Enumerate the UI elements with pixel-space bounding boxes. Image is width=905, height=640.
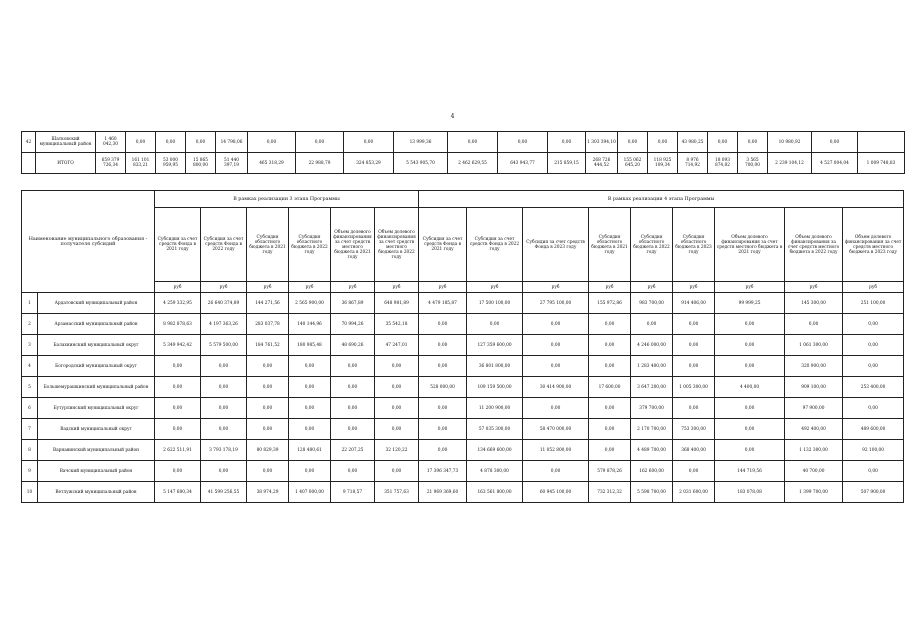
unit-cell: руб xyxy=(201,282,247,293)
value-cell: 155 972,86 xyxy=(589,293,631,314)
unit-cell: руб xyxy=(375,282,419,293)
value-cell: 0,00 xyxy=(785,314,843,335)
value-cell: 983 700,00 xyxy=(631,293,673,314)
value-cell: 183 078,08 xyxy=(715,482,785,503)
value-cell: 0,00 xyxy=(155,398,201,419)
summary-cell: 1 460 042,30 xyxy=(96,132,126,153)
summary-cell: 0,00 xyxy=(448,132,498,153)
value-cell: 40 700,00 xyxy=(785,461,843,482)
subsidy-table xyxy=(21,190,904,503)
summary-cell: 0,00 xyxy=(186,132,216,153)
value-cell: 0,00 xyxy=(419,419,467,440)
value-cell: 0,00 xyxy=(331,398,375,419)
column-header: Субсидия за счет средств Фонда в 2021 году xyxy=(155,208,201,282)
value-cell: 5 579 500,00 xyxy=(201,335,247,356)
column-header: Объем долевого финансирования за счет средств местного бюджета в 2022 году xyxy=(375,208,419,282)
value-cell: 4 197 363,26 xyxy=(201,314,247,335)
value-cell: 8 982 878,63 xyxy=(155,314,201,335)
value-cell: 1 407 000,00 xyxy=(289,482,331,503)
column-header-row xyxy=(22,208,904,282)
value-cell: 0,00 xyxy=(155,461,201,482)
table-row xyxy=(22,377,904,398)
table-row xyxy=(22,440,904,461)
summary-cell: 2 239 104,12 xyxy=(768,153,812,174)
value-cell: 492 400,00 xyxy=(785,419,843,440)
unit-cell: руб xyxy=(631,282,673,293)
value-cell: 2 031 600,00 xyxy=(673,482,715,503)
value-cell: 0,00 xyxy=(331,377,375,398)
value-cell: 145 300,00 xyxy=(785,293,843,314)
value-cell: 4 479 185,87 xyxy=(419,293,467,314)
value-cell: 35 542,18 xyxy=(375,314,419,335)
row-number: 10 xyxy=(22,482,38,503)
summary-cell: 0,00 xyxy=(708,132,738,153)
value-cell: 92 100,00 xyxy=(843,440,904,461)
value-cell: 80 829,39 xyxy=(247,440,289,461)
summary-cell: 0,00 xyxy=(344,132,394,153)
column-header: Субсидия за счет средств Фонда в 2021 году xyxy=(419,208,467,282)
table-row xyxy=(22,419,904,440)
value-cell: 0,00 xyxy=(289,398,331,419)
value-cell: 1 283 400,00 xyxy=(631,356,673,377)
row-number: 3 xyxy=(22,335,38,356)
summary-cell: 22 988,79 xyxy=(296,153,344,174)
value-cell: 184 761,52 xyxy=(247,335,289,356)
value-cell: 70 994,26 xyxy=(331,314,375,335)
municipality-name: Варнавинский муниципальный район xyxy=(38,440,155,461)
column-header: Объем долевого финансирования за счет средств местного бюджета в 2021 году xyxy=(715,208,785,282)
value-cell: 11 200 900,00 xyxy=(467,398,523,419)
value-cell: 528 000,00 xyxy=(419,377,467,398)
value-cell: 0,00 xyxy=(289,377,331,398)
summary-cell: 14 798,06 xyxy=(216,132,248,153)
municipality-name: Богородский муниципальный округ xyxy=(38,356,155,377)
summary-cell: 2 462 629,55 xyxy=(448,153,498,174)
unit-cell: руб xyxy=(155,282,201,293)
value-cell: 99 999,25 xyxy=(715,293,785,314)
value-cell: 17 500 100,00 xyxy=(467,293,523,314)
unit-cell: руб xyxy=(247,282,289,293)
value-cell: 11 052 800,00 xyxy=(523,440,589,461)
value-cell: 0,00 xyxy=(589,314,631,335)
unit-cell: руб xyxy=(673,282,715,293)
column-header: Объем долевого финансирования за счет средств местного бюджета в 2022 году xyxy=(785,208,843,282)
value-cell: 0,00 xyxy=(155,356,201,377)
unit-cell: руб xyxy=(467,282,523,293)
value-cell: 32 120,22 xyxy=(375,440,419,461)
column-header: Субсидия за счет средств Фонда в 2022 году xyxy=(201,208,247,282)
table-row xyxy=(22,398,904,419)
table-row xyxy=(22,293,904,314)
value-cell: 0,00 xyxy=(673,335,715,356)
summary-cell: 5 543 905,70 xyxy=(394,153,448,174)
summary-cell: 0,00 xyxy=(498,132,548,153)
summary-cell: 8 976 714,92 xyxy=(678,153,708,174)
municipality-name: Вачский муниципальный район xyxy=(38,461,155,482)
value-cell: 0,00 xyxy=(247,356,289,377)
value-cell: 0,00 xyxy=(843,335,904,356)
summary-cell: 0,00 xyxy=(738,132,768,153)
value-cell: 26 640 374,89 xyxy=(201,293,247,314)
summary-cell: 51 440 397,19 xyxy=(216,153,248,174)
value-cell: 0,00 xyxy=(715,314,785,335)
municipality-name: Балахнинский муниципальный округ xyxy=(38,335,155,356)
unit-cell: руб xyxy=(785,282,843,293)
value-cell: 320 900,00 xyxy=(785,356,843,377)
value-cell: 0,00 xyxy=(589,419,631,440)
summary-row xyxy=(22,153,905,174)
value-cell: 0,00 xyxy=(375,356,419,377)
unit-cell: руб xyxy=(419,282,467,293)
value-cell: 0,00 xyxy=(715,356,785,377)
value-cell: 732 312,32 xyxy=(589,482,631,503)
value-cell: 0,00 xyxy=(715,398,785,419)
value-cell: 368 400,00 xyxy=(673,440,715,461)
summary-cell: 18 093 874,82 xyxy=(708,153,738,174)
summary-cell: 0,00 xyxy=(126,132,156,153)
value-cell: 134 669 600,00 xyxy=(467,440,523,461)
value-cell: 0,00 xyxy=(715,335,785,356)
value-cell: 0,00 xyxy=(673,314,715,335)
municipality-name: Ветлужский муниципальный район xyxy=(38,482,155,503)
value-cell: 5 598 700,00 xyxy=(631,482,673,503)
value-cell: 579 878,26 xyxy=(589,461,631,482)
value-cell: 0,00 xyxy=(843,356,904,377)
summary-cell: 53 000 959,95 xyxy=(156,153,186,174)
unit-cell: руб xyxy=(523,282,589,293)
row-number: 4 xyxy=(22,356,38,377)
value-cell: 914 406,00 xyxy=(673,293,715,314)
row-number: 9 xyxy=(22,461,38,482)
value-cell: 162 600,00 xyxy=(631,461,673,482)
value-cell: 0,00 xyxy=(523,335,589,356)
value-cell: 5 147 680,34 xyxy=(155,482,201,503)
value-cell: 22 207,25 xyxy=(331,440,375,461)
value-cell: 4 878 300,00 xyxy=(467,461,523,482)
value-cell: 0,00 xyxy=(843,398,904,419)
summary-cell: 465 318,29 xyxy=(248,153,296,174)
summary-row xyxy=(22,132,905,153)
summary-cell: 155 062 645,20 xyxy=(618,153,648,174)
group-header-stage3: В рамках реализации 3 этапа Программы xyxy=(155,191,419,208)
value-cell: 36 801 800,00 xyxy=(467,356,523,377)
value-cell: 38 974,29 xyxy=(247,482,289,503)
value-cell: 0,00 xyxy=(201,398,247,419)
value-cell: 109 159 500,00 xyxy=(467,377,523,398)
municipality-name: Вадский муниципальный округ xyxy=(38,419,155,440)
summary-cell: 0,00 xyxy=(248,132,296,153)
value-cell: 0,00 xyxy=(523,461,589,482)
table-row xyxy=(22,461,904,482)
value-cell: 0,00 xyxy=(589,356,631,377)
value-cell: 0,00 xyxy=(419,335,467,356)
value-cell: 1 005 300,00 xyxy=(673,377,715,398)
value-cell: 253 400,00 xyxy=(843,377,904,398)
summary-cell: 0,00 xyxy=(618,132,648,153)
value-cell: 507 900,00 xyxy=(843,482,904,503)
table-row xyxy=(22,356,904,377)
value-cell: 0,00 xyxy=(289,419,331,440)
value-cell: 4 400,00 xyxy=(715,377,785,398)
value-cell: 0,00 xyxy=(201,419,247,440)
value-cell: 379 700,00 xyxy=(631,398,673,419)
page-number: 4 xyxy=(450,113,455,120)
column-header: Субсидия областного бюджета в 2021 году xyxy=(247,208,289,282)
value-cell: 0,00 xyxy=(631,314,673,335)
value-cell: 36 867,89 xyxy=(331,293,375,314)
column-header: Объем долевого финансирования за счет средств местного бюджета в 2023 году xyxy=(843,208,904,282)
municipality-name: Арзамасский муниципальный район xyxy=(38,314,155,335)
summary-cell: 15 865 800,00 xyxy=(186,153,216,174)
value-cell: 17 396 347,73 xyxy=(419,461,467,482)
value-cell: 0,00 xyxy=(843,461,904,482)
value-cell: 0,00 xyxy=(155,377,201,398)
value-cell: 5 349 942,42 xyxy=(155,335,201,356)
value-cell: 251 100,00 xyxy=(843,293,904,314)
column-header: Субсидия областного бюджета в 2023 году xyxy=(673,208,715,282)
summary-cell: 0,00 xyxy=(812,132,858,153)
value-cell: 0,00 xyxy=(247,461,289,482)
summary-cell: 1 009 748,83 xyxy=(858,153,905,174)
value-cell: 0,00 xyxy=(673,356,715,377)
summary-cell xyxy=(22,153,36,174)
value-cell: 21 969 369,60 xyxy=(419,482,467,503)
value-cell: 0,00 xyxy=(673,398,715,419)
row-number: 8 xyxy=(22,440,38,461)
value-cell: 0,00 xyxy=(523,356,589,377)
value-cell: 0,00 xyxy=(419,440,467,461)
value-cell: 48 690,26 xyxy=(331,335,375,356)
value-cell: 351 757,63 xyxy=(375,482,419,503)
value-cell: 1 399 700,00 xyxy=(785,482,843,503)
value-cell: 4 489 700,00 xyxy=(631,440,673,461)
value-cell: 0,00 xyxy=(589,440,631,461)
value-cell: 0,00 xyxy=(289,461,331,482)
unit-cell: руб xyxy=(843,282,904,293)
table-row xyxy=(22,314,904,335)
value-cell: 144 719,56 xyxy=(715,461,785,482)
summary-cell: 10 980,92 xyxy=(768,132,812,153)
table-row xyxy=(22,335,904,356)
summary-cell xyxy=(858,132,905,153)
unit-cell: руб xyxy=(331,282,375,293)
value-cell: 9 718,57 xyxy=(331,482,375,503)
summary-cell: 643 943,77 xyxy=(498,153,548,174)
row-number: 2 xyxy=(22,314,38,335)
value-cell: 0,00 xyxy=(673,461,715,482)
value-cell: 144 271,56 xyxy=(247,293,289,314)
group-header-row xyxy=(22,191,904,208)
value-cell: 0,00 xyxy=(331,419,375,440)
value-cell: 180 985,48 xyxy=(289,335,331,356)
value-cell: 1 132 300,00 xyxy=(785,440,843,461)
value-cell: 17 600,00 xyxy=(589,377,631,398)
municipality-name: Бутурлинский муниципальный округ xyxy=(38,398,155,419)
summary-cell: 0,00 xyxy=(648,132,678,153)
row-number: 7 xyxy=(22,419,38,440)
units-row xyxy=(22,282,904,293)
value-cell: 4 246 000,00 xyxy=(631,335,673,356)
value-cell: 283 037,78 xyxy=(247,314,289,335)
summary-cell: Шатковский муниципальный район xyxy=(36,132,96,153)
summary-cell: 0,00 xyxy=(296,132,344,153)
value-cell: 163 561 800,00 xyxy=(467,482,523,503)
row-number: 6 xyxy=(22,398,38,419)
value-cell: 753 300,00 xyxy=(673,419,715,440)
summary-cell: 43 980,25 xyxy=(678,132,708,153)
table-row xyxy=(22,482,904,503)
summary-cell: 268 726 444,52 xyxy=(586,153,618,174)
row-number: 5 xyxy=(22,377,38,398)
value-cell: 0,00 xyxy=(375,461,419,482)
value-cell: 3 647 200,00 xyxy=(631,377,673,398)
summary-table xyxy=(21,131,905,174)
group-header-stage4: В рамках реализации 4 этапа Программы xyxy=(419,191,904,208)
value-cell: 0,00 xyxy=(247,398,289,419)
summary-cell: 118 925 109,34 xyxy=(648,153,678,174)
value-cell: 0,00 xyxy=(843,314,904,335)
value-cell: 0,00 xyxy=(419,398,467,419)
summary-cell: 0,00 xyxy=(548,132,586,153)
value-cell: 97 900,00 xyxy=(785,398,843,419)
value-cell: 0,00 xyxy=(419,356,467,377)
value-cell: 0,00 xyxy=(201,461,247,482)
summary-cell: 324 853,29 xyxy=(344,153,394,174)
row-number: 1 xyxy=(22,293,38,314)
column-header-name: Наименование муниципального образования - получателя субсидий xyxy=(22,191,155,293)
value-cell: 489 600,00 xyxy=(843,419,904,440)
summary-cell: 3 565 700,00 xyxy=(738,153,768,174)
unit-cell: руб xyxy=(589,282,631,293)
unit-cell: руб xyxy=(715,282,785,293)
column-header: Субсидия областного бюджета в 2021 году xyxy=(589,208,631,282)
value-cell: 4 259 332,95 xyxy=(155,293,201,314)
value-cell: 0,00 xyxy=(375,398,419,419)
value-cell: 0,00 xyxy=(375,377,419,398)
value-cell: 0,00 xyxy=(715,419,785,440)
summary-cell: ИТОГО xyxy=(36,153,96,174)
column-header: Субсидия за счет средств Фонда в 2022 году xyxy=(467,208,523,282)
summary-cell: 0,00 xyxy=(156,132,186,153)
value-cell: 2 622 511,91 xyxy=(155,440,201,461)
value-cell: 0,00 xyxy=(155,419,201,440)
summary-cell: 13 999,36 xyxy=(394,132,448,153)
value-cell: 0,00 xyxy=(247,377,289,398)
unit-cell: руб xyxy=(289,282,331,293)
value-cell: 0,00 xyxy=(523,398,589,419)
summary-cell: 659 379 726,34 xyxy=(96,153,126,174)
value-cell: 41 599 256,55 xyxy=(201,482,247,503)
value-cell: 0,00 xyxy=(331,461,375,482)
summary-cell: 215 859,15 xyxy=(548,153,586,174)
value-cell: 3 793 178,19 xyxy=(201,440,247,461)
value-cell: 27 795 100,00 xyxy=(523,293,589,314)
summary-cell: 161 101 833,21 xyxy=(126,153,156,174)
value-cell: 0,00 xyxy=(201,377,247,398)
summary-cell: 42 xyxy=(22,132,36,153)
value-cell: 0,00 xyxy=(523,314,589,335)
value-cell: 0,00 xyxy=(201,356,247,377)
value-cell: 0,00 xyxy=(331,356,375,377)
value-cell: 57 035 300,00 xyxy=(467,419,523,440)
value-cell: 1 061 300,00 xyxy=(785,335,843,356)
value-cell: 58 470 000,00 xyxy=(523,419,589,440)
column-header: Субсидия областного бюджета в 2022 году xyxy=(289,208,331,282)
value-cell: 0,00 xyxy=(419,314,467,335)
municipality-name: Большемурашкинский муниципальный район xyxy=(38,377,155,398)
column-header: Субсидия за счет средств Фонда в 2023 году xyxy=(523,208,589,282)
value-cell: 2 170 700,00 xyxy=(631,419,673,440)
municipality-name: Ардатовский муниципальный район xyxy=(38,293,155,314)
value-cell: 2 565 900,00 xyxy=(289,293,331,314)
value-cell: 0,00 xyxy=(247,419,289,440)
value-cell: 0,00 xyxy=(589,398,631,419)
summary-cell: 4 527 004,04 xyxy=(812,153,858,174)
column-header: Субсидия областного бюджета в 2022 году xyxy=(631,208,673,282)
value-cell: 30 414 900,00 xyxy=(523,377,589,398)
value-cell: 47 247,01 xyxy=(375,335,419,356)
value-cell: 0,00 xyxy=(715,440,785,461)
value-cell: 909 100,00 xyxy=(785,377,843,398)
summary-cell: 1 303 394,10 xyxy=(586,132,618,153)
value-cell: 0,00 xyxy=(375,419,419,440)
value-cell: 648 981,89 xyxy=(375,293,419,314)
value-cell: 127 359 600,00 xyxy=(467,335,523,356)
value-cell: 0,00 xyxy=(289,356,331,377)
value-cell: 140 144,96 xyxy=(289,314,331,335)
value-cell: 60 945 100,00 xyxy=(523,482,589,503)
value-cell: 128 480,61 xyxy=(289,440,331,461)
column-header: Объем долевого финансирования за счет средств местного бюджета в 2021 году xyxy=(331,208,375,282)
value-cell: 0,00 xyxy=(589,335,631,356)
value-cell: 0,00 xyxy=(467,314,523,335)
